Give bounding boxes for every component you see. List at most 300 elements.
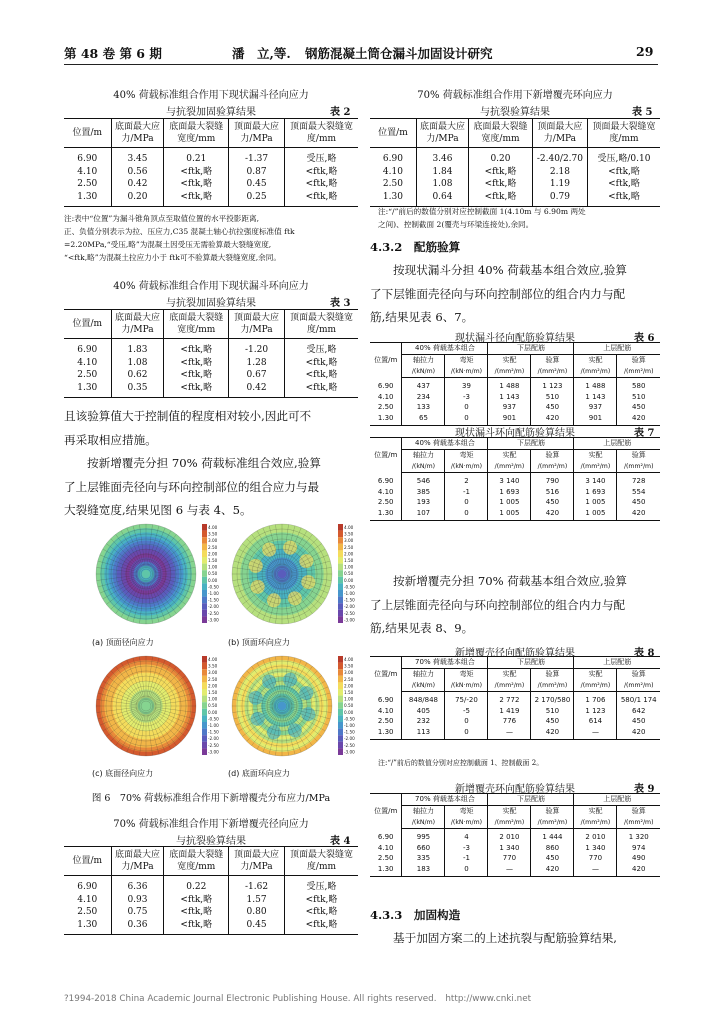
table9-number: 表 9 <box>634 784 655 795</box>
legend-label: 2.50 <box>208 544 218 550</box>
table-cell: 848/848 <box>402 692 445 706</box>
table-cell: 0.20 <box>469 148 533 166</box>
legend-label: 0.50 <box>208 703 218 709</box>
unit-header: /(kN/m) <box>402 461 445 473</box>
column-header: 底面最大应力/MPa <box>111 847 164 876</box>
legend-label: 0.50 <box>208 571 218 577</box>
legend-swatch <box>338 682 343 689</box>
legend-label: -3.00 <box>208 617 219 623</box>
table-row <box>370 727 660 740</box>
table-cell: 1 488 <box>574 378 617 392</box>
legend-label: -2.00 <box>344 736 355 742</box>
table-cell: 2 772 <box>488 692 531 706</box>
table-cell: 2.50 <box>77 370 98 381</box>
legend-swatch <box>338 597 343 604</box>
table2-note-line: 正、负值分别表示为拉、压应力,C35 混凝土轴心抗拉强度标准值 ftk <box>64 227 295 236</box>
legend-label: 1.00 <box>208 696 218 702</box>
legend-label: 3.00 <box>344 670 354 676</box>
table-cell: <ftk,略 <box>164 178 229 191</box>
plot-c <box>96 656 219 756</box>
table-cell: 4.10 <box>77 894 98 905</box>
table-cell: 4.10 <box>377 706 394 715</box>
table-cell: 4.10 <box>77 166 98 177</box>
unit-header: /(mm²/m) <box>574 680 617 692</box>
column-header: 位置/m <box>64 847 111 876</box>
unit-header: /(mm²/m) <box>531 680 574 692</box>
paragraph-4 <box>370 570 627 641</box>
subfig-d-label: (d) 底面环向应力 <box>228 769 290 778</box>
contour-band <box>278 702 286 710</box>
table-cell: 420 <box>617 508 660 521</box>
legend-label: -0.50 <box>344 716 355 722</box>
table-cell: 1 340 <box>488 843 531 854</box>
table8-note: 注:“/”前后的数值分别对应控制截面 1、控制截面 2。 <box>378 759 544 767</box>
table-cell: <ftk,略 <box>164 357 229 370</box>
column-header: 底面最大应力/MPa <box>416 119 468 148</box>
table-cell: 385 <box>402 487 445 498</box>
table-cell: 193 <box>402 497 445 508</box>
table-cell: 133 <box>402 402 445 413</box>
table-cell: -5 <box>445 706 488 717</box>
table-row <box>370 166 660 179</box>
legend-swatch <box>202 531 207 538</box>
table-cell: 614 <box>574 716 617 727</box>
group-header: 上层配筋 <box>574 343 660 355</box>
column-header: 底面最大裂缝宽度/mm <box>164 310 229 339</box>
paragraph-1 <box>64 405 311 452</box>
table5 <box>370 118 660 207</box>
copyright-footer: ?1994-2018 China Academic Journal Electronic Publishing House. All rights reserved. http://www.cnki.net <box>64 994 532 1004</box>
unit-header: /(kN/m) <box>402 680 445 692</box>
table-cell: 6.90 <box>377 381 394 390</box>
legend-label: 0.00 <box>208 577 218 583</box>
legend-label: -1.50 <box>208 597 219 603</box>
table-cell: 546 <box>402 473 445 487</box>
table5-note-line: 之间)、控制截面 2(覆壳与环梁连接处),余同。 <box>378 220 534 229</box>
table-cell: 0.25 <box>229 191 285 207</box>
table-cell: <ftk,略 <box>284 357 358 370</box>
table9 <box>370 793 660 877</box>
table-row <box>64 382 358 398</box>
table-row <box>370 148 660 166</box>
table-cell: 1 693 <box>574 487 617 498</box>
group-header: 上层配筋 <box>574 657 660 669</box>
table7-number: 表 7 <box>634 428 655 439</box>
table-row <box>370 706 660 717</box>
unit-header: /(mm²/m) <box>488 461 531 473</box>
column-header: 位置/m <box>370 119 416 148</box>
table-cell: 860 <box>531 843 574 854</box>
table-cell: <ftk,略 <box>164 894 229 907</box>
legend-label: 1.50 <box>208 690 218 695</box>
column-header: 顶面最大裂缝宽度/mm <box>284 119 358 148</box>
table5-title1: 70% 荷载标准组合作用下新增覆壳环向应力 <box>417 90 613 101</box>
group-header: 70% 荷载基本组合 <box>402 794 488 806</box>
paragraph-line: 筋,结果见表 8、9。 <box>370 621 474 635</box>
table-cell: -1.20 <box>229 339 285 357</box>
table-cell: 510 <box>531 392 574 403</box>
table4-title2: 与抗裂验算结果 <box>176 836 246 847</box>
table-cell: 1.57 <box>229 894 285 907</box>
column-header: 底面最大应力/MPa <box>111 310 164 339</box>
table-cell: 2.50 <box>77 179 98 190</box>
paragraph-line: 按新增覆壳分担 70% 荷载基本组合效应,验算 <box>393 574 627 588</box>
plot-d <box>232 656 355 756</box>
sub-header: 实配 <box>574 669 617 681</box>
legend-swatch <box>338 524 343 531</box>
legend-label: -3.00 <box>344 749 355 755</box>
table-cell: 6.90 <box>77 882 98 892</box>
paragraph-line: 了下层锥面壳径向与环向控制部位的组合内力与配 <box>370 286 626 301</box>
column-header: 底面最大裂缝宽度/mm <box>469 119 533 148</box>
legend-label: -3.00 <box>344 617 355 623</box>
table-row <box>370 402 660 413</box>
table-cell: 75/-20 <box>445 692 488 706</box>
table-cell: 1.84 <box>416 166 468 179</box>
sub-header: 轴拉力 <box>402 806 445 818</box>
table-cell: 516 <box>531 487 574 498</box>
legend-label: 0.50 <box>344 571 354 577</box>
table-cell: 4.10 <box>377 487 394 496</box>
table-cell: 0.64 <box>416 191 468 207</box>
table8-title: 新增覆壳径向配筋验算结果 <box>455 648 575 659</box>
table-cell: 420 <box>531 727 574 740</box>
table-cell: 901 <box>574 413 617 426</box>
paragraph-line: 按现状漏斗分担 40% 荷载基本组合效应,验算 <box>393 263 627 277</box>
table-cell: 437 <box>402 378 445 392</box>
plot-a <box>96 524 219 624</box>
legend-label: -2.50 <box>344 742 355 748</box>
table3-title2: 与抗裂加固验算结果 <box>166 298 256 309</box>
column-header: 顶面最大应力/MPa <box>229 847 285 876</box>
table-cell: 728 <box>617 473 660 487</box>
legend-label: 2.00 <box>208 551 218 557</box>
table-cell: -1.37 <box>229 148 285 166</box>
table-cell: 2.50 <box>377 717 394 726</box>
legend-swatch <box>338 722 343 729</box>
legend-swatch <box>338 748 343 755</box>
legend-swatch <box>338 550 343 557</box>
sub-header: 实配 <box>488 669 531 681</box>
legend-swatch <box>202 524 207 531</box>
table-cell: 974 <box>617 843 660 854</box>
legend-label: 0.50 <box>344 703 354 709</box>
sub-header: 弯矩 <box>445 669 488 681</box>
table-cell: 0.42 <box>111 178 164 191</box>
table-cell: 1.30 <box>64 919 111 935</box>
legend-swatch <box>202 709 207 716</box>
legend-swatch <box>202 610 207 617</box>
table-cell: 0.62 <box>111 369 164 382</box>
table-cell: <ftk,略 <box>469 166 533 179</box>
table-row <box>370 829 660 843</box>
table-cell: — <box>488 864 531 877</box>
table2-note-line: =2.20MPa,“受压,略”为混凝土因受压无需验算最大裂缝宽度, <box>64 240 272 249</box>
table-cell: 1 340 <box>574 843 617 854</box>
table-row <box>370 378 660 392</box>
table-cell: 937 <box>488 402 531 413</box>
legend-swatch <box>202 537 207 544</box>
table-cell: 1 143 <box>574 392 617 403</box>
legend-swatch <box>338 715 343 722</box>
table4 <box>64 846 358 935</box>
unit-header: /(mm²/m) <box>574 461 617 473</box>
table8 <box>370 656 660 740</box>
table-cell: <ftk,略 <box>164 191 229 207</box>
subfig-a-label: (a) 顶面径向应力 <box>92 638 154 647</box>
table-cell: 0.42 <box>229 382 285 398</box>
table-cell: 450 <box>617 716 660 727</box>
table-cell: <ftk,略 <box>164 919 229 935</box>
legend-swatch <box>338 742 343 749</box>
legend-swatch <box>202 682 207 689</box>
legend-label: 1.00 <box>208 564 218 570</box>
legend-label: -2.00 <box>344 604 355 610</box>
table-cell: 4.10 <box>377 843 394 852</box>
table-cell: 0 <box>445 402 488 413</box>
group-header: 上层配筋 <box>574 438 660 450</box>
position-column-header: 位置/m <box>370 657 402 692</box>
legend-label: 4.00 <box>208 525 218 530</box>
table-cell: -1 <box>445 487 488 498</box>
table-cell: 2 170/580 <box>531 692 574 706</box>
table-cell: 113 <box>402 727 445 740</box>
table-cell: 受压,略 <box>284 339 358 357</box>
table-cell: 0 <box>445 508 488 521</box>
table2-notes <box>64 212 295 264</box>
table-cell: 1 693 <box>488 487 531 498</box>
legend-swatch <box>338 656 343 663</box>
legend-swatch <box>338 590 343 597</box>
column-header: 底面最大裂缝宽度/mm <box>164 847 229 876</box>
legend-label: -2.00 <box>208 736 219 742</box>
table-cell: 受压,略 <box>284 148 358 166</box>
sub-header: 验算 <box>617 450 660 462</box>
legend-label: 1.50 <box>344 558 354 563</box>
table8-number: 表 8 <box>634 648 655 659</box>
paragraph-5: 基于加固方案二的上述抗裂与配筋验算结果, <box>393 931 617 945</box>
legend-swatch <box>338 544 343 551</box>
table-cell: 405 <box>402 706 445 717</box>
table-cell: 420 <box>531 413 574 426</box>
position-column-header: 位置/m <box>370 794 402 829</box>
sub-header: 弯矩 <box>445 450 488 462</box>
legend-label: -1.00 <box>344 723 355 728</box>
legend-label: 1.00 <box>344 564 354 570</box>
table-cell: 450 <box>531 716 574 727</box>
contour-band <box>142 702 150 710</box>
legend-swatch <box>338 702 343 709</box>
legend-label: -0.50 <box>208 584 219 590</box>
table-cell: 0 <box>445 864 488 877</box>
unit-header: /(mm²/m) <box>488 680 531 692</box>
paragraph-line: 且该验算值大于控制值的程度相对较小,因此可不 <box>64 409 312 423</box>
legend-swatch <box>338 663 343 670</box>
table-cell: 1.08 <box>416 178 468 191</box>
legend-swatch <box>338 669 343 676</box>
table2-title2: 与抗裂加固验算结果 <box>166 107 256 118</box>
journal-volume: 第 48 卷 第 6 期 <box>64 46 162 61</box>
unit-header: /(kN/m) <box>402 366 445 378</box>
table-cell: 0.93 <box>111 894 164 907</box>
table-cell: 2.50 <box>377 403 394 412</box>
unit-header: /(mm²/m) <box>617 461 660 473</box>
table-cell: 450 <box>531 853 574 864</box>
legend-label: 3.00 <box>208 670 218 676</box>
unit-header: /(mm²/m) <box>531 461 574 473</box>
sub-header: 实配 <box>574 450 617 462</box>
legend-swatch <box>338 610 343 617</box>
table-row <box>370 473 660 487</box>
legend-label: -1.50 <box>208 729 219 735</box>
table-cell: 0 <box>445 716 488 727</box>
table2-number: 表 2 <box>330 107 351 118</box>
table-cell: <ftk,略 <box>587 191 660 207</box>
table-row <box>64 906 358 919</box>
table-row <box>370 864 660 877</box>
table-cell: 232 <box>402 716 445 727</box>
table-cell: 0.20 <box>111 191 164 207</box>
table-cell: 0 <box>445 497 488 508</box>
legend-label: -1.50 <box>344 597 355 603</box>
table-cell: 0.87 <box>229 166 285 179</box>
legend-label: -1.00 <box>208 591 219 596</box>
table-row <box>64 357 358 370</box>
table-cell: <ftk,略 <box>284 382 358 398</box>
unit-header: /(kN·m/m) <box>445 366 488 378</box>
legend-swatch <box>338 616 343 623</box>
table-cell: 660 <box>402 843 445 854</box>
legend-swatch <box>202 689 207 696</box>
paragraph-line: 再采取相应措施。 <box>64 432 157 447</box>
figure-6 <box>90 516 358 786</box>
legend-swatch <box>338 689 343 696</box>
unit-header: /(kN·m/m) <box>445 817 488 829</box>
legend-label: 0.00 <box>344 709 354 715</box>
paragraph-line: 筋,结果见表 6、7。 <box>370 310 474 324</box>
header-rule <box>64 64 658 65</box>
legend-label: 4.00 <box>344 525 354 530</box>
legend-swatch <box>338 729 343 736</box>
header-title: 钢筋混凝土筒仓漏斗加固设计研究 <box>305 46 493 61</box>
legend-label: 4.00 <box>344 657 354 662</box>
legend-label: 0.00 <box>208 709 218 715</box>
table-cell: <ftk,略 <box>164 166 229 179</box>
table-cell: 1 320 <box>617 829 660 843</box>
table-cell: 420 <box>531 508 574 521</box>
table-cell: <ftk,略 <box>284 166 358 179</box>
table-row <box>64 166 358 179</box>
legend-swatch <box>202 550 207 557</box>
unit-header: /(mm²/m) <box>574 366 617 378</box>
table-cell: 受压,略 <box>284 876 358 894</box>
legend-swatch <box>202 583 207 590</box>
table-cell: 490 <box>617 853 660 864</box>
table9-title: 新增覆壳环向配筋验算结果 <box>455 784 575 795</box>
legend-swatch <box>338 531 343 538</box>
plot-b <box>232 524 355 624</box>
legend-swatch <box>338 735 343 742</box>
table-cell: 1.30 <box>370 727 402 740</box>
sub-header: 验算 <box>531 806 574 818</box>
table-cell: 6.90 <box>382 154 403 164</box>
unit-header: /(mm²/m) <box>617 366 660 378</box>
table4-number: 表 4 <box>330 836 351 847</box>
sub-header: 弯矩 <box>445 355 488 367</box>
table-cell: 580 <box>617 378 660 392</box>
table-cell: 1 005 <box>488 497 531 508</box>
table-cell: — <box>574 727 617 740</box>
sub-header: 实配 <box>574 355 617 367</box>
page-number: 29 <box>636 44 654 59</box>
table-cell: 6.90 <box>77 154 98 164</box>
sub-header: 轴拉力 <box>402 355 445 367</box>
table-row <box>64 191 358 207</box>
table-cell: 420 <box>617 727 660 740</box>
sub-header: 验算 <box>617 806 660 818</box>
table-cell: <ftk,略 <box>469 191 533 207</box>
column-header: 顶面最大裂缝宽度/mm <box>284 310 358 339</box>
table-cell: -2.40/2.70 <box>532 148 587 166</box>
table-cell: 0.80 <box>229 906 285 919</box>
legend-swatch <box>338 696 343 703</box>
position-column-header: 位置/m <box>370 438 402 473</box>
table-cell: 580/1 174 <box>617 692 660 706</box>
table-cell: 2 <box>445 473 488 487</box>
table-cell: 1.08 <box>111 357 164 370</box>
table-cell: 0.45 <box>229 919 285 935</box>
table6-title: 现状漏斗径向配筋验算结果 <box>455 333 575 344</box>
table-row <box>64 876 358 894</box>
table-cell: <ftk,略 <box>164 369 229 382</box>
group-header: 40% 荷载基本组合 <box>402 343 488 355</box>
table-cell: 335 <box>402 853 445 864</box>
legend-swatch <box>202 676 207 683</box>
legend-label: -3.00 <box>208 749 219 755</box>
paragraph-line: 大裂缝宽度,结果见图 6 与表 4、5。 <box>64 503 252 517</box>
table-row <box>64 369 358 382</box>
table-cell: 0.75 <box>111 906 164 919</box>
legend-swatch <box>338 709 343 716</box>
legend-label: 0.00 <box>344 577 354 583</box>
stress-contour-plots <box>90 516 358 786</box>
table-cell: 1.83 <box>111 339 164 357</box>
table-cell: 1 143 <box>488 392 531 403</box>
legend-label: -1.00 <box>208 723 219 728</box>
table6 <box>370 342 660 426</box>
legend-swatch <box>202 702 207 709</box>
legend-swatch <box>202 557 207 564</box>
legend-label: 3.00 <box>208 538 218 544</box>
contour-band <box>278 570 286 578</box>
sub-header: 验算 <box>531 355 574 367</box>
legend-label: 2.50 <box>344 544 354 550</box>
paragraph-line: 了上层锥面壳径向与环向控制部位的组合内力与配 <box>370 597 626 612</box>
subfig-c-label: (c) 底面径向应力 <box>92 769 154 778</box>
table-cell: 3 140 <box>574 473 617 487</box>
legend-swatch <box>338 557 343 564</box>
table-cell: 0.67 <box>229 369 285 382</box>
column-header: 顶面最大应力/MPa <box>532 119 587 148</box>
unit-header: /(mm²/m) <box>617 680 660 692</box>
legend-label: 2.00 <box>208 683 218 689</box>
table3-title1: 40% 荷载标准组合作用下现状漏斗环向应力 <box>113 281 309 292</box>
table-cell: 39 <box>445 378 488 392</box>
table-row <box>64 148 358 166</box>
table-cell: 1 419 <box>488 706 531 717</box>
legend-label: 1.00 <box>344 696 354 702</box>
table-cell: 0.45 <box>229 178 285 191</box>
